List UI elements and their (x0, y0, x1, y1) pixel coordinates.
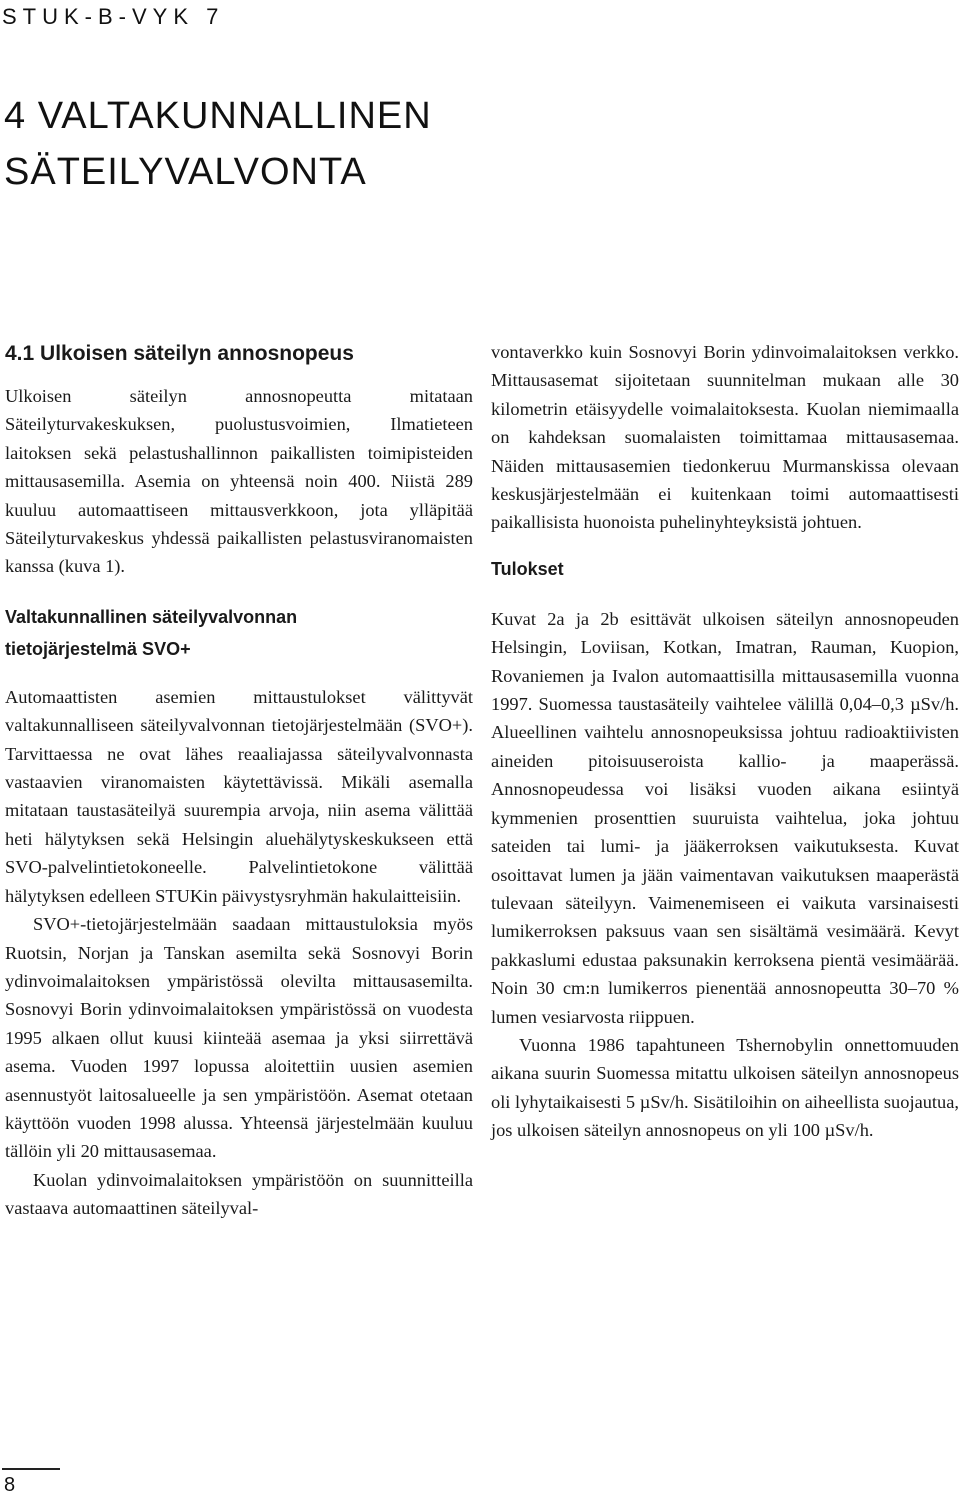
chapter-title-line-1: 4 VALTAKUNNALLINEN (4, 95, 432, 137)
intro-paragraph: Ulkoisen säteilyn annosnopeutta mitataan Säteilyturvakeskuksen, puolustusvoimien, Ilmatieteen laitoksen sekä pelastushallinnon paikallisten toimipisteiden mittausasemilla. Asemia on yhteensä noin 400. Niistä 289 kuuluu automaattiseen mittausverkkoon, jota ylläpitää Säteilyturvakeskus yhdessä paikallisten pelastusviranomaisten kanssa (kuva 1). (5, 386, 473, 577)
left-column (5, 338, 473, 1223)
continuation-paragraph: vontaverkko kuin Sosnovyi Borin ydinvoimalaitoksen verkko. Mittausasemat sijoitetaan suunnitelman mukaan alle 30 kilometrin etäisyydelle voimalaitoksesta. Kuolan niemimaalla on kahdeksan suomalaisten toimittamaa mittausasemaa. Näiden mittausasemien tiedonkeruu Murmanskissa olevaan keskusjärjestelmään ei kuitenkaan toimi automaattisesti paikallisista huonoista puhelinyhteyksistä johtuen. (491, 342, 959, 533)
page-number: 8 (4, 1474, 16, 1496)
section-title: 4.1 Ulkoisen säteilyn annosnopeus (5, 342, 354, 365)
footer-rule (2, 1468, 60, 1470)
series-header: STUK-B-VYK 7 (2, 4, 225, 29)
svo-paragraph-2: SVO+-tietojärjestelmään saadaan mittaustuloksia myös Ruotsin, Norjan ja Tanskan asemilta sekä Sosnovyi Borin ydinvoimalaitoksen ympäristössä olevilta mittausasemilta. Sosnovyi Borin ydinvoimalaitoksen ympäristössä on vuodesta 1995 alkaen ollut kuusi kiinteää asemaa ja yksi siirrettävä asema. Vuoden 1997 lopussa aloitettiin uusien asemien asennustyöt laitosalueelle ja sen ympäristöön. Asemat otetaan käyttöön vuoden 1998 alussa. Yhteensä järjestelmään kuuluu tällöin yli 20 mittausasemaa. (5, 914, 473, 1162)
chapter-title (4, 88, 432, 200)
subsection-title-svo-line-1: Valtakunnallinen säteilyvalvonnan (5, 606, 298, 627)
svo-paragraph-1: Automaattisten asemien mittaustulokset välittyvät valtakunnalliseen säteilyvalvonnan tietojärjestelmään (SVO+). Tarvittaessa ne ovat lähes reaaliajassa säteilyvalvonnasta vastaavien viranomaisten käytettävissä. Mikäli asemalla mitataan taustasäteilyä suurempia arvoja, niin asema välittää heti hälytyksen sekä Helsingin aluehälytyskeskukseen että SVO-palvelintietokoneelle. Palvelintietokone välittää hälytyksen edelleen STUKin päivystysryhmän hakulaitteisiin. (5, 686, 473, 906)
results-paragraph-2: Vuonna 1986 tapahtuneen Tshernobylin onnettomuuden aikana suurin Suomessa mitattu ulkoisen säteilyn annosnopeus oli lyhytaikaisesti 5 µSv/h. Sisätiloihin on aiheellista suojautua, jos ulkoisen säteilyn annosnopeus on yli 100 µSv/h. (491, 1034, 959, 1141)
results-paragraph-1: Kuvat 2a ja 2b esittävät ulkoisen säteilyn annosnopeuden Helsingin, Loviisan, Kotkan, Imatran, Rauman, Kuopion, Rovaniemen ja Ivalon automaattisilla mittausasemilla vuonna 1997. Suomessa taustasäteily vaihtelee välillä 0,04–0,3 µSv/h. Alueellinen vaihtelu annosnopeuksissa johtuu radioaktiivisten aineiden pitoisuuseroista kallio- ja maaperässä. Annosnopeudessa voi lisäksi vuoden aikana esiintyä kymmenien prosenttien suuruista vaihtelua, joka johtuu sateiden tai lumi- ja jääkerroksen vaikutuksesta. Kuvat osoittavat lumen ja jään vaimentavan vaikutuksen maaperästä tulevaan säteilyyn. Vaimenemiseen ei vaikuta varsinaisesti lumikerroksen paksuus vaan sen sisältämä vesimäärä. Kevyt pakkaslumi edustaa paksunakin kerroksena pientä vesimäärää. Noin 30 cm:n lumikerros pienentää annosnopeutta 30–70 % lumen vesiarvosta riippuen. (491, 608, 959, 1027)
subsection-title-results: Tulokset (491, 558, 564, 579)
chapter-title-line-2: SÄTEILYVALVONTA (4, 151, 367, 193)
right-column (491, 338, 959, 1145)
subsection-title-svo-line-2: tietojärjestelmä SVO+ (5, 638, 191, 659)
subsection-title-svo (5, 601, 473, 665)
svo-paragraph-3: Kuolan ydinvoimalaitoksen ympäristöön on suunnitteilla vastaava automaattinen säteilyval- (5, 1169, 473, 1219)
